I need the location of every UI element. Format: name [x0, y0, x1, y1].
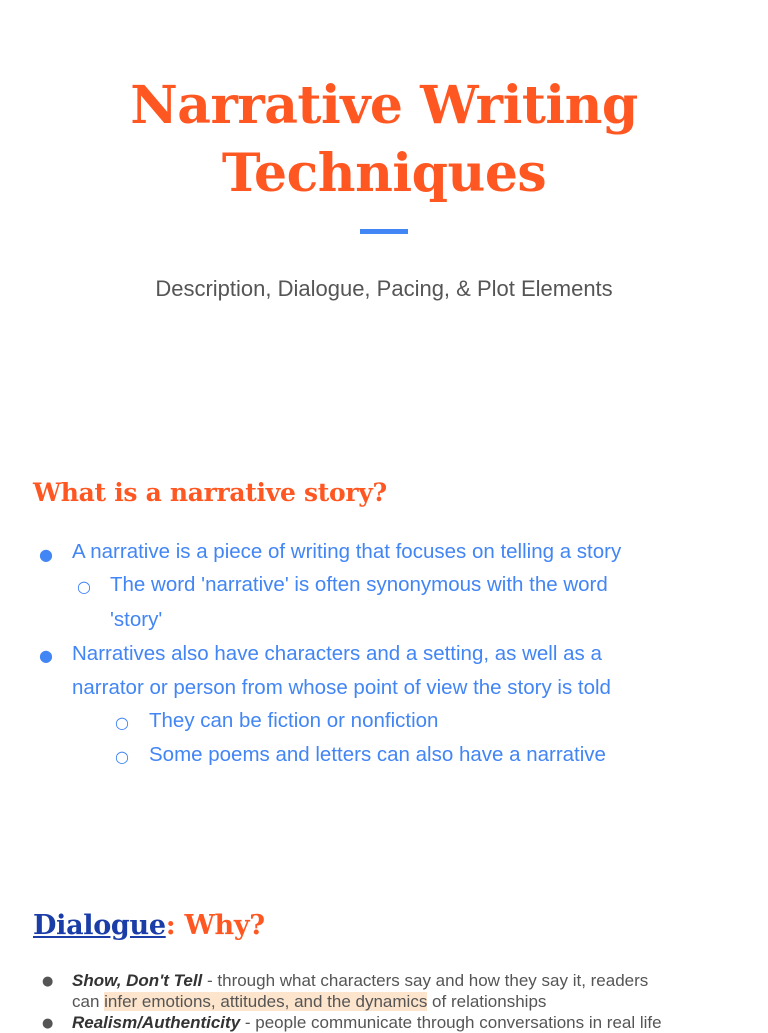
item-1-suffix: of relationships — [427, 992, 547, 1011]
bullet-circle-icon: ○ — [115, 747, 129, 766]
dialogue-item-1 — [72, 971, 648, 991]
bullet-line-3: Narratives also have characters and a setting, as well as a — [72, 642, 602, 665]
bullet-dot-icon: ● — [39, 646, 53, 665]
dialogue-heading-rest: : Why? — [165, 910, 265, 941]
bullet-line-5: Some poems and letters can also have a narrative — [149, 743, 606, 766]
bullet-line-2-cont: 'story' — [110, 608, 163, 631]
dialogue-item-1-cont — [72, 992, 546, 1012]
title-slide — [0, 0, 768, 420]
dialogue-slide — [0, 856, 768, 1032]
item-1-prefix: can — [72, 992, 105, 1011]
bullet-line-3-cont: narrator or person from whose point of view the story is told — [72, 676, 611, 699]
term-realism: Realism/Authenticity — [72, 1013, 241, 1032]
bullet-dot-icon: ● — [39, 545, 53, 564]
section-heading: What is a narrative story? — [33, 478, 387, 507]
bullet-circle-icon: ○ — [77, 577, 91, 596]
item-2-text: - people communicate through conversations in real life — [240, 1013, 662, 1032]
presentation-title — [0, 72, 768, 208]
bullet-line-1: A narrative is a piece of writing that focuses on telling a story — [72, 540, 622, 563]
title-line-2: Techniques — [221, 143, 547, 204]
dialogue-item-2 — [72, 1013, 662, 1033]
presentation-subtitle: Description, Dialogue, Pacing, & Plot Elements — [155, 276, 613, 301]
bullet-line-4: They can be fiction or nonfiction — [149, 709, 439, 732]
bullet-circle-icon: ○ — [115, 713, 129, 732]
accent-divider — [360, 229, 408, 234]
term-show-dont-tell: Show, Don't Tell — [72, 971, 203, 990]
narrative-definition-slide — [0, 432, 768, 842]
dialogue-heading — [33, 910, 265, 941]
highlighted-phrase: infer emotions, attitudes, and the dynamics — [104, 992, 428, 1011]
bullet-dot-icon: ● — [42, 1016, 54, 1031]
dialogue-link[interactable]: Dialogue — [33, 910, 166, 941]
title-line-1: Narrative Writing — [130, 75, 638, 136]
item-1-text: - through what characters say and how they say it, readers — [202, 971, 649, 990]
bullet-line-2: The word 'narrative' is often synonymous with the word — [110, 573, 608, 596]
bullet-dot-icon: ● — [42, 974, 54, 989]
